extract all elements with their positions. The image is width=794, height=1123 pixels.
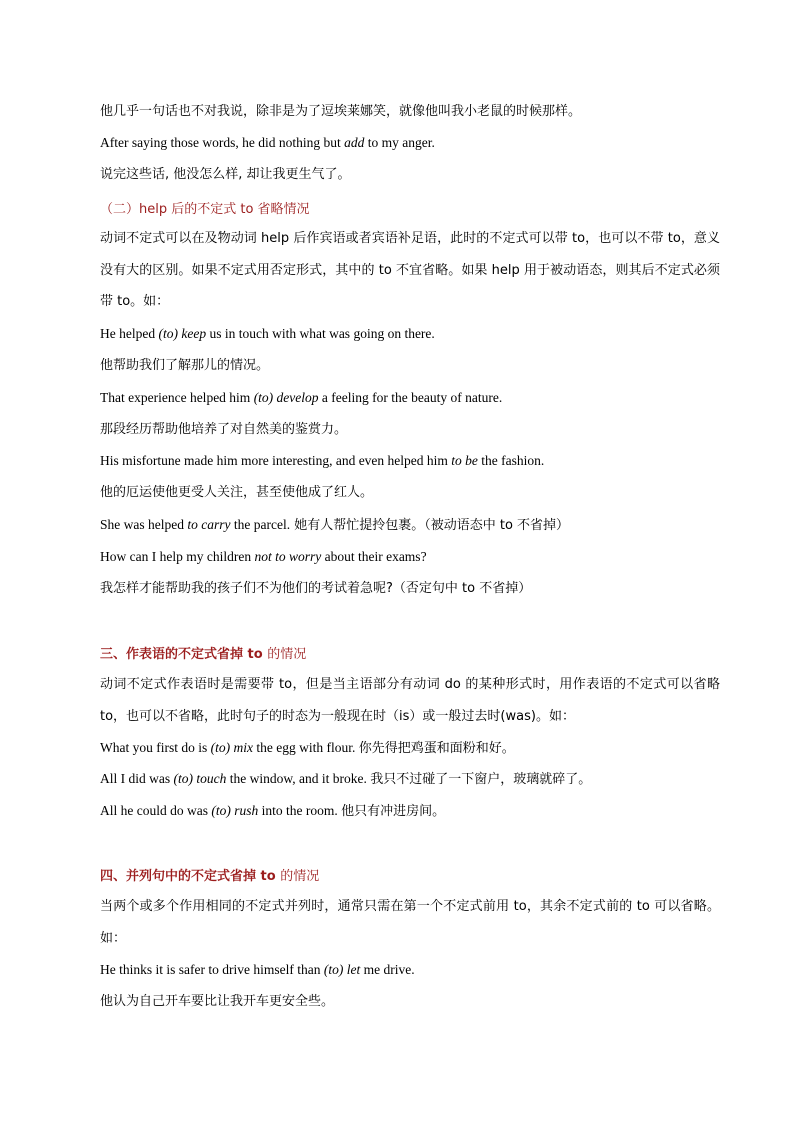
english-example	[100, 516, 569, 535]
english-example	[100, 770, 591, 789]
heading-bold: 三、作表语的不定式省掉 to	[100, 647, 268, 662]
italic-verb: (to) keep	[158, 326, 207, 341]
chinese-translation: 说完这些话, 他没怎么样, 却让我更生气了。	[100, 167, 351, 182]
paragraph: 动词不定式可以在及物动词 help 后作宾语或者宾语补足语，此时的不定式可以带 to，也可以不带 to，意义没有大的区别。如果不定式用否定形式，其中的 to 不宜省略。如果 help 用于被动语态，则其后不定式必须带 to。如：	[100, 231, 720, 309]
text: That experience helped him	[100, 390, 254, 405]
italic-verb: (to) rush	[211, 803, 259, 818]
chinese-translation: 他的厄运使他更受人关注，甚至使他成了红人。	[100, 485, 374, 500]
chinese-translation: 他只有冲进房间。	[341, 804, 446, 819]
text: She was helped	[100, 517, 188, 532]
chinese-translation: 他帮助我们了解那儿的情况。	[100, 358, 270, 373]
text: us in touch with what was going on there.	[206, 326, 435, 341]
text: After saying those words, he did nothing but	[100, 135, 345, 150]
text: What you first do is	[100, 740, 211, 755]
english-example	[100, 452, 544, 470]
english-example	[100, 548, 427, 566]
english-example	[100, 134, 435, 152]
paragraph: 动词不定式作表语时是需要带 to，但是当主语部分有动词 do 的某种形式时，用作表语的不定式可以省略 to，也可以不省略，此时句子的时态为一般现在时（is）或一般过去时(was)。如：	[100, 677, 720, 724]
italic-verb: not to worry	[254, 549, 322, 564]
section-subheading: （二）help 后的不定式 to 省略情况	[100, 202, 310, 217]
italic-verb: (to) let	[323, 962, 361, 977]
italic-verb: add	[344, 135, 365, 150]
text: All I did was	[100, 771, 174, 786]
section-heading	[100, 865, 319, 884]
heading-tail: 的情况	[267, 647, 307, 662]
paragraph: 当两个或多个作用相同的不定式并列时，通常只需在第一个不定式前用 to，其余不定式前的 to 可以省略。如：	[100, 899, 720, 946]
english-example	[100, 389, 502, 407]
chinese-sentence: 他几乎一句话也不对我说，除非是为了逗埃莱娜笑，就像他叫我小老鼠的时候那样。	[100, 104, 582, 119]
chinese-translation: 我只不过碰了一下窗户，玻璃就碎了。	[370, 772, 592, 787]
heading-bold: 四、并列句中的不定式省掉 to	[100, 869, 281, 884]
text: to my anger.	[364, 135, 435, 150]
english-example	[100, 739, 515, 758]
italic-verb: (to) touch	[173, 771, 227, 786]
text: me drive.	[360, 962, 415, 977]
section-heading	[100, 643, 306, 662]
chinese-translation: 那段经历帮助他培养了对自然美的鉴赏力。	[100, 422, 348, 437]
text: All he could do was	[100, 803, 212, 818]
italic-verb: (to) develop	[253, 390, 319, 405]
text: into the room.	[258, 803, 342, 818]
text: His misfortune made him more interesting, and even helped him	[100, 453, 452, 468]
text: about their exams?	[321, 549, 427, 564]
english-example	[100, 325, 435, 343]
heading-tail: 的情况	[280, 869, 320, 884]
text: He helped	[100, 326, 159, 341]
text: He thinks it is safer to drive himself than	[100, 962, 324, 977]
italic-verb: (to) mix	[210, 740, 253, 755]
chinese-translation: 你先得把鸡蛋和面粉和好。	[358, 741, 515, 756]
text: the egg with flour.	[252, 740, 359, 755]
text: the parcel.	[230, 517, 291, 532]
chinese-translation: 我怎样才能帮助我的孩子们不为他们的考试着急呢?（否定句中 to 不省掉）	[100, 581, 532, 596]
english-example	[100, 961, 415, 979]
italic-verb: to be	[451, 453, 478, 468]
english-example	[100, 802, 445, 821]
text: the fashion.	[477, 453, 545, 468]
italic-verb: to carry	[187, 517, 231, 532]
text: How can I help my children	[100, 549, 255, 564]
chinese-translation: 他认为自己开车要比让我开车更安全些。	[100, 994, 335, 1009]
text: the window, and it broke.	[226, 771, 371, 786]
chinese-translation: 她有人帮忙提拎包裹。（被动语态中 to 不省掉）	[290, 518, 570, 533]
text: a feeling for the beauty of nature.	[318, 390, 503, 405]
